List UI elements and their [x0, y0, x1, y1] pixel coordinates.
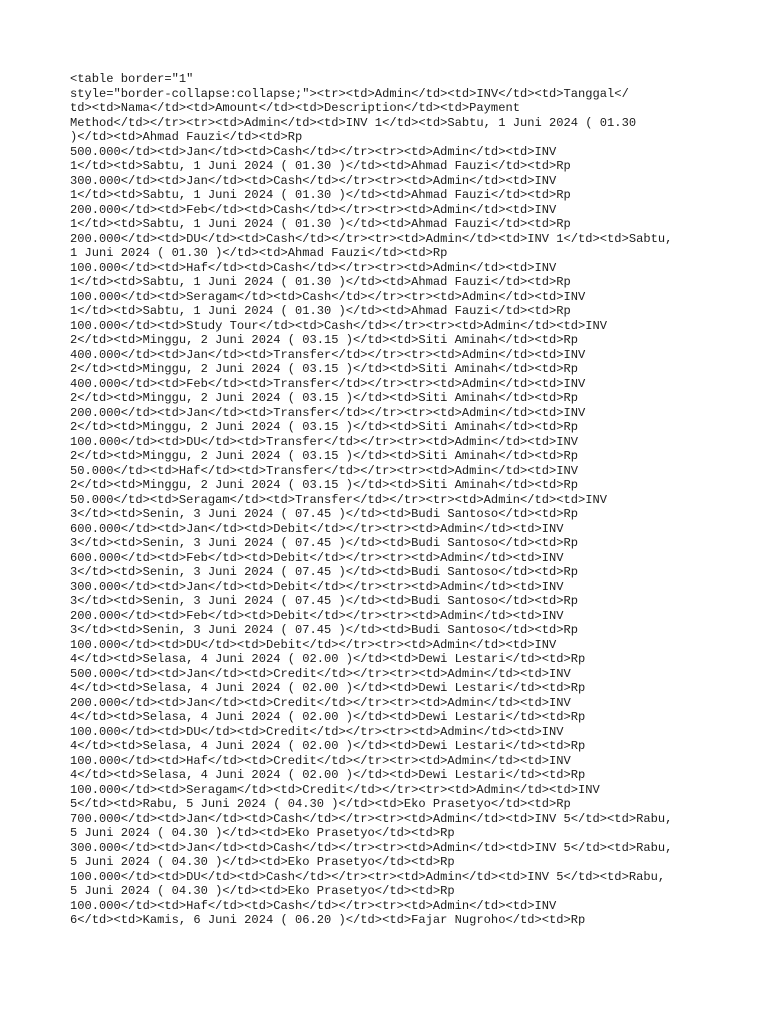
- text-line: 600.000</td><td>Feb</td><td>Debit</td></tr><tr><td>Admin</td><td>INV: [70, 550, 564, 565]
- text-line: 2</td><td>Minggu, 2 Juni 2024 ( 03.15 )</td><td>Siti Aminah</td><td>Rp: [70, 449, 579, 463]
- text-line: 5</td><td>Rabu, 5 Juni 2024 ( 04.30 )</td><td>Eko Prasetyo</td><td>Rp: [70, 797, 571, 811]
- text-line: <table border="1": [70, 72, 194, 86]
- text-line: 2</td><td>Minggu, 2 Juni 2024 ( 03.15 )</td><td>Siti Aminah</td><td>Rp: [70, 333, 579, 347]
- html-source-text: [70, 72, 730, 942]
- text-line: 1</td><td>Sabtu, 1 Juni 2024 ( 01.30 )</td><td>Ahmad Fauzi</td><td>Rp: [70, 304, 571, 318]
- text-line: 600.000</td><td>Jan</td><td>Debit</td></tr><tr><td>Admin</td><td>INV: [70, 521, 564, 536]
- text-line: 3</td><td>Senin, 3 Juni 2024 ( 07.45 )</td><td>Budi Santoso</td><td>Rp: [70, 594, 579, 608]
- text-line: 50.000</td><td>Haf</td><td>Transfer</td></tr><tr><td>Admin</td><td>INV: [70, 463, 579, 478]
- text-line: 4</td><td>Selasa, 4 Juni 2024 ( 02.00 )</td><td>Dewi Lestari</td><td>Rp: [70, 652, 586, 666]
- text-line: 200.000</td><td>Jan</td><td>Credit</td></tr><tr><td>Admin</td><td>INV: [70, 695, 571, 710]
- text-line: 1</td><td>Sabtu, 1 Juni 2024 ( 01.30 )</td><td>Ahmad Fauzi</td><td>Rp: [70, 275, 571, 289]
- text-line: 3</td><td>Senin, 3 Juni 2024 ( 07.45 )</td><td>Budi Santoso</td><td>Rp: [70, 623, 579, 637]
- text-line: 100.000</td><td>Haf</td><td>Cash</td></tr><tr><td>Admin</td><td>INV: [70, 898, 557, 913]
- text-line: 4</td><td>Selasa, 4 Juni 2024 ( 02.00 )</td><td>Dewi Lestari</td><td>Rp: [70, 768, 586, 782]
- text-line: 5 Juni 2024 ( 04.30 )</td><td>Eko Prasetyo</td><td>Rp: [70, 826, 455, 840]
- text-line: 2</td><td>Minggu, 2 Juni 2024 ( 03.15 )</td><td>Siti Aminah</td><td>Rp: [70, 391, 579, 405]
- text-line: 500.000</td><td>Jan</td><td>Cash</td></tr><tr><td>Admin</td><td>INV: [70, 144, 557, 159]
- text-line: 1 Juni 2024 ( 01.30 )</td><td>Ahmad Fauzi</td><td>Rp: [70, 246, 448, 260]
- text-line: 3</td><td>Senin, 3 Juni 2024 ( 07.45 )</td><td>Budi Santoso</td><td>Rp: [70, 565, 579, 579]
- text-line: 200.000</td><td>DU</td><td>Cash</td></tr><tr><td>Admin</td><td>INV 1</td><td>Sabtu,: [70, 231, 673, 246]
- text-line: 100.000</td><td>DU</td><td>Debit</td></tr><tr><td>Admin</td><td>INV: [70, 637, 557, 652]
- text-line: 100.000</td><td>Seragam</td><td>Credit</td></tr><tr><td>Admin</td><td>INV: [70, 782, 600, 797]
- text-line: 100.000</td><td>Haf</td><td>Credit</td></tr><tr><td>Admin</td><td>INV: [70, 753, 571, 768]
- text-line: 2</td><td>Minggu, 2 Juni 2024 ( 03.15 )</td><td>Siti Aminah</td><td>Rp: [70, 362, 579, 376]
- text-line: 100.000</td><td>Seragam</td><td>Cash</td></tr><tr><td>Admin</td><td>INV: [70, 289, 586, 304]
- text-line: 700.000</td><td>Jan</td><td>Cash</td></tr><tr><td>Admin</td><td>INV 5</td><td>Rabu,: [70, 811, 673, 826]
- text-line: 6</td><td>Kamis, 6 Juni 2024 ( 06.20 )</td><td>Fajar Nugroho</td><td>Rp: [70, 913, 586, 927]
- text-line: 50.000</td><td>Seragam</td><td>Transfer</td></tr><tr><td>Admin</td><td>INV: [70, 492, 608, 507]
- text-line: 300.000</td><td>Jan</td><td>Cash</td></tr><tr><td>Admin</td><td>INV: [70, 173, 557, 188]
- text-line: 500.000</td><td>Jan</td><td>Credit</td></tr><tr><td>Admin</td><td>INV: [70, 666, 571, 681]
- text-line: 200.000</td><td>Feb</td><td>Debit</td></tr><tr><td>Admin</td><td>INV: [70, 608, 564, 623]
- text-line: 100.000</td><td>DU</td><td>Transfer</td></tr><tr><td>Admin</td><td>INV: [70, 434, 579, 449]
- text-line: 300.000</td><td>Jan</td><td>Debit</td></tr><tr><td>Admin</td><td>INV: [70, 579, 564, 594]
- text-line: [70, 928, 730, 943]
- text-line: 4</td><td>Selasa, 4 Juni 2024 ( 02.00 )</td><td>Dewi Lestari</td><td>Rp: [70, 710, 586, 724]
- text-line: Method</td></tr><tr><td>Admin</td><td>INV 1</td><td>Sabtu, 1 Juni 2024 ( 01.30: [70, 115, 637, 130]
- text-line: )</td><td>Ahmad Fauzi</td><td>Rp: [70, 130, 303, 144]
- text-line: 3</td><td>Senin, 3 Juni 2024 ( 07.45 )</td><td>Budi Santoso</td><td>Rp: [70, 507, 579, 521]
- text-line: 5 Juni 2024 ( 04.30 )</td><td>Eko Prasetyo</td><td>Rp: [70, 884, 455, 898]
- text-line: 400.000</td><td>Jan</td><td>Transfer</td></tr><tr><td>Admin</td><td>INV: [70, 347, 586, 362]
- text-line: 1</td><td>Sabtu, 1 Juni 2024 ( 01.30 )</td><td>Ahmad Fauzi</td><td>Rp: [70, 159, 571, 173]
- text-line: 4</td><td>Selasa, 4 Juni 2024 ( 02.00 )</td><td>Dewi Lestari</td><td>Rp: [70, 739, 586, 753]
- text-line: style="border-collapse:collapse;"><tr><td>Admin</td><td>INV</td><td>Tanggal</: [70, 86, 629, 101]
- text-line: 200.000</td><td>Jan</td><td>Transfer</td></tr><tr><td>Admin</td><td>INV: [70, 405, 586, 420]
- text-line: 1</td><td>Sabtu, 1 Juni 2024 ( 01.30 )</td><td>Ahmad Fauzi</td><td>Rp: [70, 217, 571, 231]
- text-line: 100.000</td><td>DU</td><td>Credit</td></tr><tr><td>Admin</td><td>INV: [70, 724, 564, 739]
- text-line: 100.000</td><td>Study Tour</td><td>Cash</td></tr><tr><td>Admin</td><td>INV: [70, 318, 608, 333]
- text-line: 3</td><td>Senin, 3 Juni 2024 ( 07.45 )</td><td>Budi Santoso</td><td>Rp: [70, 536, 579, 550]
- text-line: 4</td><td>Selasa, 4 Juni 2024 ( 02.00 )</td><td>Dewi Lestari</td><td>Rp: [70, 681, 586, 695]
- text-line: 100.000</td><td>Haf</td><td>Cash</td></tr><tr><td>Admin</td><td>INV: [70, 260, 557, 275]
- text-line: 2</td><td>Minggu, 2 Juni 2024 ( 03.15 )</td><td>Siti Aminah</td><td>Rp: [70, 478, 579, 492]
- text-line: td><td>Nama</td><td>Amount</td><td>Description</td><td>Payment: [70, 101, 520, 115]
- text-line: 400.000</td><td>Feb</td><td>Transfer</td></tr><tr><td>Admin</td><td>INV: [70, 376, 586, 391]
- text-line: 2</td><td>Minggu, 2 Juni 2024 ( 03.15 )</td><td>Siti Aminah</td><td>Rp: [70, 420, 579, 434]
- text-line: 5 Juni 2024 ( 04.30 )</td><td>Eko Prasetyo</td><td>Rp: [70, 855, 455, 869]
- text-line: 1</td><td>Sabtu, 1 Juni 2024 ( 01.30 )</td><td>Ahmad Fauzi</td><td>Rp: [70, 188, 571, 202]
- text-line: 100.000</td><td>DU</td><td>Cash</td></tr><tr><td>Admin</td><td>INV 5</td><td>Rabu,: [70, 869, 666, 884]
- text-line: 200.000</td><td>Feb</td><td>Cash</td></tr><tr><td>Admin</td><td>INV: [70, 202, 557, 217]
- text-line: 300.000</td><td>Jan</td><td>Cash</td></tr><tr><td>Admin</td><td>INV 5</td><td>Rabu,: [70, 840, 673, 855]
